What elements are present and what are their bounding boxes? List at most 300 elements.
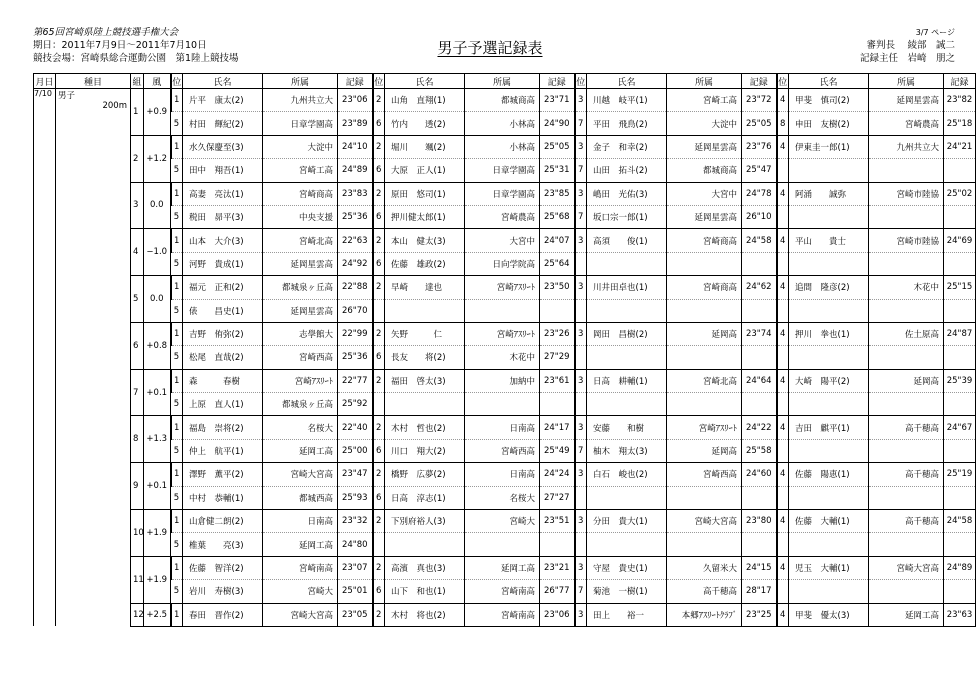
athlete-affiliation: [667, 486, 742, 509]
athlete-record: 24"22: [742, 416, 777, 439]
athlete-rank: 2: [373, 463, 385, 486]
athlete-name: [789, 205, 869, 228]
col-affiliation: 所属: [869, 74, 944, 89]
athlete-affiliation: [869, 346, 944, 369]
heat-number: 11: [131, 556, 144, 603]
athlete-affiliation: 九州共立大: [263, 89, 338, 112]
athlete-rank: 3: [575, 229, 587, 252]
athlete-record: [944, 486, 976, 509]
col-heat: 組: [131, 74, 144, 89]
athlete-record: 24"21: [944, 135, 976, 158]
athlete-rank: 5: [171, 439, 183, 462]
athlete-rank: 5: [171, 533, 183, 556]
athlete-name: 上原 直人(1): [183, 393, 263, 416]
athlete-name: 押川 拳也(1): [789, 322, 869, 345]
athlete-rank: 3: [575, 510, 587, 533]
athlete-affiliation: 高千穂高: [667, 580, 742, 603]
wind-reading: 0.0: [144, 182, 171, 229]
athlete-record: 22"40: [338, 416, 373, 439]
athlete-name: 山角 直翔(1): [385, 89, 465, 112]
athlete-name: 山田 拓斗(2): [587, 159, 667, 182]
athlete-name: 河野 貴成(1): [183, 252, 263, 275]
athlete-affiliation: 都城商高: [465, 89, 540, 112]
athlete-affiliation: 延岡星雲高: [667, 205, 742, 228]
athlete-name: 森 春樹: [183, 369, 263, 392]
table-row: [34, 393, 976, 416]
athlete-record: 25"02: [944, 182, 976, 205]
athlete-record: 27"27: [540, 486, 575, 509]
athlete-name: 山倉健二朗(2): [183, 510, 263, 533]
col-rank: 位: [171, 74, 183, 89]
athlete-record: 23"72: [742, 89, 777, 112]
athlete-record: 23"76: [742, 135, 777, 158]
athlete-rank: [777, 252, 789, 275]
athlete-name: 田中 翔吾(1): [183, 159, 263, 182]
athlete-affiliation: 大淀中: [667, 112, 742, 135]
athlete-name: 平田 飛鳥(2): [587, 112, 667, 135]
athlete-name: [587, 393, 667, 416]
athlete-rank: [777, 486, 789, 509]
athlete-record: [944, 205, 976, 228]
wind-reading: +0.9: [144, 89, 171, 136]
table-row: [34, 229, 976, 252]
athlete-affiliation: [869, 486, 944, 509]
col-rank: 位: [777, 74, 789, 89]
athlete-record: 24"24: [540, 463, 575, 486]
wind-reading: +0.1: [144, 463, 171, 510]
athlete-name: 申田 友樹(2): [789, 112, 869, 135]
meet-period: 期日：2011年7月9日～2011年7月10日: [33, 40, 207, 51]
athlete-affiliation: 宮崎商高: [263, 182, 338, 205]
athlete-rank: 1: [171, 510, 183, 533]
athlete-rank: 7: [575, 112, 587, 135]
athlete-rank: 6: [373, 439, 385, 462]
table-row: [34, 556, 976, 579]
athlete-rank: 5: [171, 346, 183, 369]
athlete-name: 水久保慶至(3): [183, 135, 263, 158]
athlete-name: [789, 580, 869, 603]
athlete-record: 22"88: [338, 276, 373, 299]
athlete-record: 23"82: [944, 89, 976, 112]
athlete-rank: 5: [171, 159, 183, 182]
athlete-rank: 5: [171, 393, 183, 416]
athlete-affiliation: 久留米大: [667, 556, 742, 579]
athlete-affiliation: 延岡星雲高: [263, 299, 338, 322]
athlete-record: 23"85: [540, 182, 575, 205]
col-name: 氏名: [789, 74, 869, 89]
athlete-rank: 3: [575, 463, 587, 486]
athlete-rank: 4: [777, 510, 789, 533]
athlete-record: 25"92: [338, 393, 373, 416]
athlete-name: 大崎 陽平(2): [789, 369, 869, 392]
athlete-affiliation: 日章学園高: [465, 159, 540, 182]
athlete-record: [540, 533, 575, 556]
athlete-rank: 3: [575, 276, 587, 299]
athlete-affiliation: 高千穂高: [869, 510, 944, 533]
athlete-affiliation: [465, 393, 540, 416]
athlete-affiliation: 宮崎市陸協: [869, 229, 944, 252]
athlete-rank: [373, 393, 385, 416]
athlete-rank: 4: [777, 416, 789, 439]
heat-number: 2: [131, 135, 144, 182]
athlete-affiliation: 延岡工高: [263, 439, 338, 462]
athlete-record: 23"63: [944, 603, 976, 626]
meet-venue: 競技会場：宮崎県総合運動公園 第1陸上競技場: [33, 53, 239, 64]
athlete-name: [789, 252, 869, 275]
athlete-affiliation: 宮崎西高: [465, 439, 540, 462]
athlete-record: 23"89: [338, 112, 373, 135]
athlete-rank: [575, 346, 587, 369]
athlete-affiliation: 宮崎大: [263, 580, 338, 603]
athlete-record: 26"70: [338, 299, 373, 322]
athlete-rank: 4: [777, 276, 789, 299]
athlete-record: 23"80: [742, 510, 777, 533]
athlete-record: 23"32: [338, 510, 373, 533]
athlete-rank: 2: [373, 322, 385, 345]
athlete-rank: 2: [373, 229, 385, 252]
athlete-name: [385, 299, 465, 322]
athlete-record: 26"10: [742, 205, 777, 228]
athlete-affiliation: 日南高: [465, 463, 540, 486]
table-row: [34, 346, 976, 369]
athlete-record: 23"26: [540, 322, 575, 345]
athlete-record: [742, 486, 777, 509]
athlete-name: [587, 533, 667, 556]
athlete-name: 甲斐 優太(3): [789, 603, 869, 626]
heat-number: 4: [131, 229, 144, 276]
heat-number: 10: [131, 510, 144, 557]
athlete-affiliation: 延岡星雲高: [263, 252, 338, 275]
wind-reading: −1.0: [144, 229, 171, 276]
athlete-record: 22"77: [338, 369, 373, 392]
athlete-record: [742, 299, 777, 322]
athlete-name: [587, 346, 667, 369]
athlete-rank: 4: [777, 556, 789, 579]
athlete-rank: [777, 393, 789, 416]
athlete-rank: 5: [171, 486, 183, 509]
athlete-name: 澤野 薫平(2): [183, 463, 263, 486]
heat-number: 3: [131, 182, 144, 229]
table-row: [34, 252, 976, 275]
table-row: [34, 486, 976, 509]
athlete-affiliation: 宮崎大宮高: [869, 556, 944, 579]
athlete-rank: 6: [373, 580, 385, 603]
wind-reading: +0.1: [144, 369, 171, 416]
athlete-rank: 1: [171, 603, 183, 626]
athlete-record: 23"47: [338, 463, 373, 486]
table-row: [34, 416, 976, 439]
athlete-affiliation: 木花中: [869, 276, 944, 299]
athlete-affiliation: 宮崎北高: [263, 229, 338, 252]
athlete-rank: [373, 299, 385, 322]
heat-number: 1: [131, 89, 144, 136]
athlete-affiliation: 加納中: [465, 369, 540, 392]
athlete-name: 高妻 亮汰(1): [183, 182, 263, 205]
athlete-affiliation: 宮崎商高: [667, 276, 742, 299]
athlete-affiliation: 高千穂高: [869, 416, 944, 439]
athlete-name: [789, 486, 869, 509]
athlete-affiliation: 都城泉ヶ丘高: [263, 276, 338, 299]
athlete-affiliation: 日章学園高: [465, 182, 540, 205]
col-record: 記録: [742, 74, 777, 89]
athlete-name: 春田 晋作(2): [183, 603, 263, 626]
athlete-record: [944, 533, 976, 556]
athlete-rank: 4: [777, 369, 789, 392]
col-affiliation: 所属: [667, 74, 742, 89]
event-name: 男子: [58, 91, 76, 101]
wind-reading: +1.9: [144, 510, 171, 557]
athlete-rank: 1: [171, 369, 183, 392]
athlete-rank: 6: [373, 205, 385, 228]
athlete-rank: 3: [575, 369, 587, 392]
athlete-rank: 2: [373, 369, 385, 392]
results-body: [34, 89, 976, 627]
athlete-name: [789, 346, 869, 369]
event-date: 7/10: [34, 89, 52, 98]
athlete-affiliation: 延岡星雲高: [869, 89, 944, 112]
athlete-record: 25"18: [944, 112, 976, 135]
official-header: [860, 26, 955, 65]
athlete-affiliation: 佐土原高: [869, 322, 944, 345]
athlete-affiliation: [869, 299, 944, 322]
athlete-name: 守屋 貴史(1): [587, 556, 667, 579]
athlete-affiliation: 宮崎ｱｽﾘｰﾄ: [263, 369, 338, 392]
athlete-name: 佐藤 雄政(2): [385, 252, 465, 275]
athlete-record: [944, 393, 976, 416]
athlete-name: [789, 533, 869, 556]
athlete-affiliation: 宮崎農高: [465, 205, 540, 228]
athlete-name: 川越 岐平(1): [587, 89, 667, 112]
athlete-rank: 1: [171, 135, 183, 158]
athlete-name: 吉野 侑弥(2): [183, 322, 263, 345]
athlete-affiliation: [869, 205, 944, 228]
athlete-name: 岩川 寿樹(3): [183, 580, 263, 603]
athlete-affiliation: 宮崎商高: [667, 229, 742, 252]
athlete-name: 福島 崇将(2): [183, 416, 263, 439]
athlete-affiliation: 宮崎工高: [263, 159, 338, 182]
athlete-affiliation: 日章学園高: [263, 112, 338, 135]
athlete-rank: [575, 299, 587, 322]
athlete-rank: 4: [777, 463, 789, 486]
athlete-affiliation: 延岡工高: [263, 533, 338, 556]
athlete-affiliation: 大宮中: [465, 229, 540, 252]
athlete-name: 岡田 昌樹(2): [587, 322, 667, 345]
athlete-rank: 3: [575, 135, 587, 158]
col-name: 氏名: [183, 74, 263, 89]
athlete-rank: [373, 533, 385, 556]
athlete-affiliation: 都城西高: [263, 486, 338, 509]
athlete-name: 大原 正人(1): [385, 159, 465, 182]
athlete-record: 24"64: [742, 369, 777, 392]
athlete-record: 25"01: [338, 580, 373, 603]
athlete-name: 矢野 仁: [385, 322, 465, 345]
meet-name: 第65回宮崎県陸上競技選手権大会: [33, 27, 179, 38]
table-row: [34, 89, 976, 112]
athlete-record: 24"62: [742, 276, 777, 299]
table-row: [34, 205, 976, 228]
athlete-rank: 5: [171, 252, 183, 275]
col-record: 記録: [338, 74, 373, 89]
athlete-name: 佐藤 陽恵(1): [789, 463, 869, 486]
athlete-affiliation: 名桜大: [263, 416, 338, 439]
athlete-rank: 6: [373, 252, 385, 275]
athlete-affiliation: 本郷ｱｽﾘｰﾄｸﾗﾌﾞ: [667, 603, 742, 626]
wind-reading: +0.8: [144, 322, 171, 369]
event-date-cell: [34, 89, 56, 627]
table-row: [34, 322, 976, 345]
athlete-rank: 7: [575, 159, 587, 182]
col-rank: 位: [373, 74, 385, 89]
athlete-affiliation: 大淀中: [263, 135, 338, 158]
athlete-affiliation: 宮崎農高: [869, 112, 944, 135]
athlete-record: 23"51: [540, 510, 575, 533]
athlete-rank: [575, 486, 587, 509]
athlete-affiliation: 宮崎南高: [465, 580, 540, 603]
header-row: [34, 74, 976, 89]
heat-number: 12: [131, 603, 144, 626]
athlete-name: 安藤 和樹: [587, 416, 667, 439]
athlete-rank: 6: [373, 159, 385, 182]
athlete-affiliation: [667, 252, 742, 275]
athlete-affiliation: 延岡高: [869, 369, 944, 392]
athlete-rank: [777, 299, 789, 322]
athlete-name: 柚木 翔太(3): [587, 439, 667, 462]
athlete-rank: [575, 252, 587, 275]
athlete-rank: [575, 393, 587, 416]
athlete-name: 白石 峻也(2): [587, 463, 667, 486]
athlete-rank: 1: [171, 182, 183, 205]
athlete-name: 長友 将(2): [385, 346, 465, 369]
athlete-name: 橋野 広夢(2): [385, 463, 465, 486]
athlete-record: 24"87: [944, 322, 976, 345]
athlete-name: 仲上 航平(1): [183, 439, 263, 462]
athlete-affiliation: 宮崎市陸協: [869, 182, 944, 205]
athlete-rank: 2: [373, 89, 385, 112]
athlete-name: 菊池 一樹(1): [587, 580, 667, 603]
athlete-record: 24"92: [338, 252, 373, 275]
athlete-rank: 7: [575, 580, 587, 603]
athlete-affiliation: 都城泉ヶ丘高: [263, 393, 338, 416]
referee-name: 審判長 綾部 誠二: [866, 40, 955, 51]
athlete-name: 平山 貴士: [789, 229, 869, 252]
athlete-affiliation: 宮崎南高: [263, 556, 338, 579]
athlete-record: 24"10: [338, 135, 373, 158]
athlete-name: 早崎 達也: [385, 276, 465, 299]
athlete-rank: 5: [171, 580, 183, 603]
athlete-name: 川井田卓也(1): [587, 276, 667, 299]
wind-reading: +2.5: [144, 603, 171, 626]
athlete-rank: 5: [171, 205, 183, 228]
athlete-name: 椎葉 亮(3): [183, 533, 263, 556]
athlete-affiliation: 宮崎ｱｽﾘｰﾄ: [465, 322, 540, 345]
athlete-name: 本山 健太(3): [385, 229, 465, 252]
col-event: 種目: [56, 74, 131, 89]
athlete-rank: 3: [575, 89, 587, 112]
athlete-record: 24"17: [540, 416, 575, 439]
athlete-name: 佐藤 智洋(2): [183, 556, 263, 579]
athlete-record: [742, 252, 777, 275]
athlete-record: 23"06: [540, 603, 575, 626]
table-row: [34, 369, 976, 392]
athlete-record: 23"74: [742, 322, 777, 345]
athlete-rank: 4: [777, 89, 789, 112]
athlete-name: [587, 486, 667, 509]
col-record: 記録: [540, 74, 575, 89]
athlete-record: 24"89: [338, 159, 373, 182]
athlete-rank: 2: [373, 510, 385, 533]
athlete-record: 23"21: [540, 556, 575, 579]
athlete-rank: 4: [777, 182, 789, 205]
athlete-rank: 4: [777, 229, 789, 252]
athlete-affiliation: 延岡星雲高: [667, 135, 742, 158]
athlete-affiliation: 延岡高: [667, 322, 742, 345]
athlete-affiliation: 宮崎大宮高: [263, 603, 338, 626]
athlete-record: 23"50: [540, 276, 575, 299]
athlete-name: 川口 翔大(2): [385, 439, 465, 462]
athlete-name: 村田 輝紀(2): [183, 112, 263, 135]
athlete-record: 24"80: [338, 533, 373, 556]
athlete-record: [944, 439, 976, 462]
wind-reading: +1.3: [144, 416, 171, 463]
athlete-affiliation: 木花中: [465, 346, 540, 369]
athlete-affiliation: 延岡高: [667, 439, 742, 462]
athlete-name: 片平 康太(2): [183, 89, 263, 112]
athlete-record: 25"39: [944, 369, 976, 392]
table-row: [34, 439, 976, 462]
athlete-record: 24"89: [944, 556, 976, 579]
col-affiliation: 所属: [465, 74, 540, 89]
athlete-name: 木村 哲也(2): [385, 416, 465, 439]
athlete-name: 高濱 真也(3): [385, 556, 465, 579]
athlete-record: 25"36: [338, 346, 373, 369]
col-date: 月日: [34, 74, 56, 89]
col-name: 氏名: [587, 74, 667, 89]
athlete-record: 23"06: [338, 89, 373, 112]
athlete-affiliation: 宮崎南高: [465, 603, 540, 626]
wind-reading: 0.0: [144, 276, 171, 323]
athlete-record: [540, 393, 575, 416]
athlete-affiliation: 日南高: [465, 416, 540, 439]
athlete-affiliation: 宮崎大宮高: [667, 510, 742, 533]
athlete-affiliation: 大宮中: [667, 182, 742, 205]
athlete-name: 追間 隆彦(2): [789, 276, 869, 299]
athlete-record: [742, 533, 777, 556]
athlete-affiliation: 延岡工高: [465, 556, 540, 579]
athlete-name: 高須 俊(1): [587, 229, 667, 252]
athlete-affiliation: [667, 299, 742, 322]
col-wind: 風: [144, 74, 171, 89]
athlete-rank: [777, 533, 789, 556]
athlete-rank: 5: [171, 112, 183, 135]
athlete-rank: [777, 580, 789, 603]
athlete-name: 山本 大介(3): [183, 229, 263, 252]
athlete-rank: 3: [575, 416, 587, 439]
athlete-record: 25"31: [540, 159, 575, 182]
athlete-name: 俵 昌史(1): [183, 299, 263, 322]
athlete-name: 中村 恭輔(1): [183, 486, 263, 509]
athlete-affiliation: 日向学院高: [465, 252, 540, 275]
athlete-affiliation: 中央支援: [263, 205, 338, 228]
athlete-affiliation: 宮崎北高: [667, 369, 742, 392]
athlete-name: 坂口宗一郎(1): [587, 205, 667, 228]
athlete-name: 原田 悠司(1): [385, 182, 465, 205]
athlete-name: 分田 貴大(1): [587, 510, 667, 533]
athlete-rank: 3: [575, 603, 587, 626]
athlete-affiliation: 宮崎西高: [667, 463, 742, 486]
athlete-name: 押川健太郎(1): [385, 205, 465, 228]
heat-number: 9: [131, 463, 144, 510]
athlete-rank: 2: [373, 416, 385, 439]
